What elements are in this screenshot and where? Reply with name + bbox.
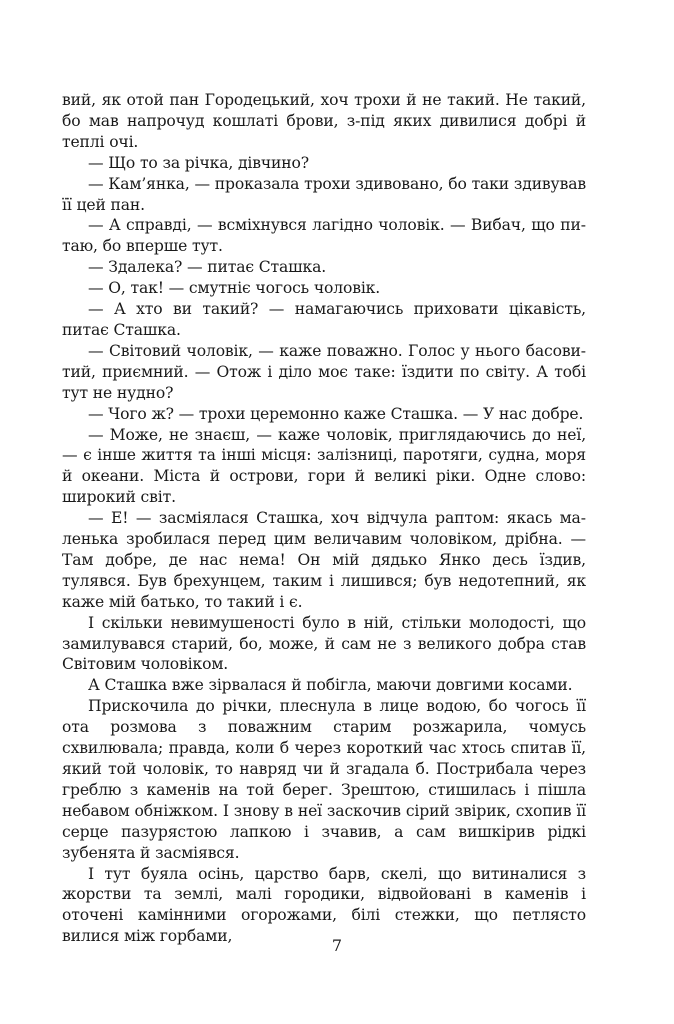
paragraph-10: — Може, не знаєш, — каже чоловік, приглядаючись до неї, — є інше життя та інші місця: залізниці, паротяги, судна, моря й океани. Міста й острови, гори й великі ріки. Одне слово: широкий світ. [62,425,586,507]
paragraph-6: — О, так! — смутніє чогось чоловік. [88,279,381,298]
paragraph-5: — Здалека? — питає Сташка. [88,258,327,277]
page-body [62,90,586,947]
paragraph-2: — Що то за річка, дівчино? [88,153,309,172]
paragraph-13: А Сташка вже зірвалася й побігла, маючи довгими косами. [88,676,573,695]
paragraph-15: І тут буяла осінь, царство барв, скелі, що витиналися з жорстви та землі, малі городики, відвойовані в каменів і оточені камінними огорожами, білі стежки, що петлясто вилися між горбами, [62,864,586,946]
paragraph-1: вий, як отой пан Городецький, хоч трохи й не такий. Не такий, бо мав напрочуд кошлаті брови, з-під яких дивилися добрі й теплі очі. [62,91,586,151]
paragraph-3: — Кам’янка, — проказала трохи здивовано, бо таки здивував її цей пан. [62,174,586,214]
paragraph-8: — Світовий чоловік, — каже поважно. Голос у нього басовитий, приємний. — Отож і діло моє таке: їздити по світу. А тобі тут не нудно? [62,341,586,402]
paragraph-9: — Чого ж? — трохи церемонно каже Сташка. — У нас добре. [88,404,584,423]
paragraph-11: — Е! — засміялася Сташка, хоч відчула раптом: якась маленька зробилася перед цим величавим чоловіком, дрібна. — Там добре, де нас нема! Он мій дядько Янко десь їздив, тулявся. Був брехунцем, таким і лишився; був недотепний, як каже мій батько, то такий і є. [62,509,586,611]
page-number: 7 [331,936,343,955]
paragraph-7: — А хто ви такий? — намагаючись приховати цікавість, питає Сташка. [62,300,586,339]
paragraph-12: І скільки невимушеності було в ній, стільки молодості, що замилувався старий, бо, може, й сам не з великого добра став Світовим чоловіком. [62,613,586,674]
paragraph-14: Прискочила до річки, плеснула в лице водою, бо чогось її ота розмова з поважним старим розжарила, чомусь схвилювала; правда, коли б через короткий час хтось спитав її, який той чоловік, то навряд чи й згадала б. Пострибала через греблю з каменів на той берег. Зрештою, стишилась і пішла небавом обніжком. І знову в неї заскочив сірий звірик, схопив її серце пазурястою лапкою і зчавив, а сам вишкірив рідкі зубенята й засміявся. [62,697,586,862]
paragraph-4: — А справді, — всміхнувся лагідно чоловік. — Вибач, що питаю, бо вперше тут. [62,216,586,256]
